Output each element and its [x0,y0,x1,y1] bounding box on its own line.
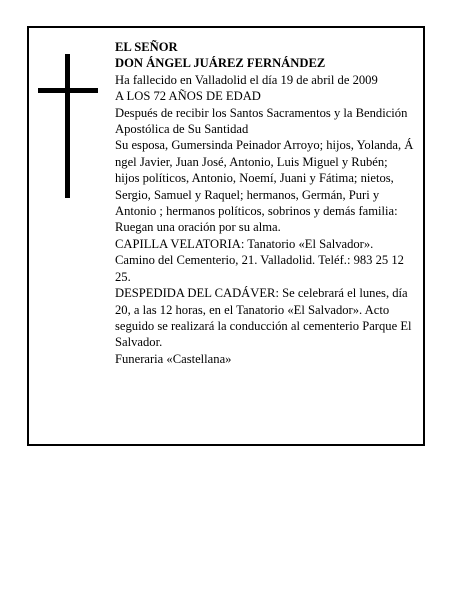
sacraments-paragraph: Después de recibir los Santos Sacramentos y la Bendición Apostólica de Su Santidad [115,105,408,137]
obituary-text [115,39,415,367]
farewell-text: Se celebrará el lunes, día 20, a las 12 horas, en el Tanatorio «El Salvador». Acto seguido se realizará la conducción al cementerio Parque El Salvador. [115,286,412,350]
family-paragraph: Su esposa, Gumersinda Peinador Arroyo; hijos, Yolanda, Á ngel Javier, Juan José, Antonio, Luis Miguel y Rubén; hijos políticos, Antonio, Noemí, Juani y Fátima; nietos, Sergio, Samuel y Raquel; hermanos, Germán, Puri y Antonio ; hermanos políticos, sobrinos y demás familia: [115,138,414,219]
latin-cross-icon [38,54,98,198]
farewell-paragraph [115,285,415,351]
prayer-line: Ruegan una oración por su alma. [115,220,281,235]
cross-vertical-bar [65,54,70,198]
chapel-paragraph: CAPILLA VELATORIA: Tanatorio «El Salvador». Camino del Cementerio, 21. Valladolid. Teléf.: 983 25 12 25. [115,236,404,284]
funeral-home: Funeraria «Castellana» [115,351,232,366]
farewell-label: DESPEDIDA DEL CADÁVER: [115,286,279,301]
deceased-name: DON ÁNGEL JUÁREZ FERNÁNDEZ [115,56,326,71]
death-statement: Ha fallecido en Valladolid el día 19 de abril de 2009 [115,72,378,87]
age-line: A LOS 72 AÑOS DE EDAD [115,89,261,104]
notice-title: EL SEÑOR [115,40,178,54]
cross-horizontal-bar [38,88,98,93]
